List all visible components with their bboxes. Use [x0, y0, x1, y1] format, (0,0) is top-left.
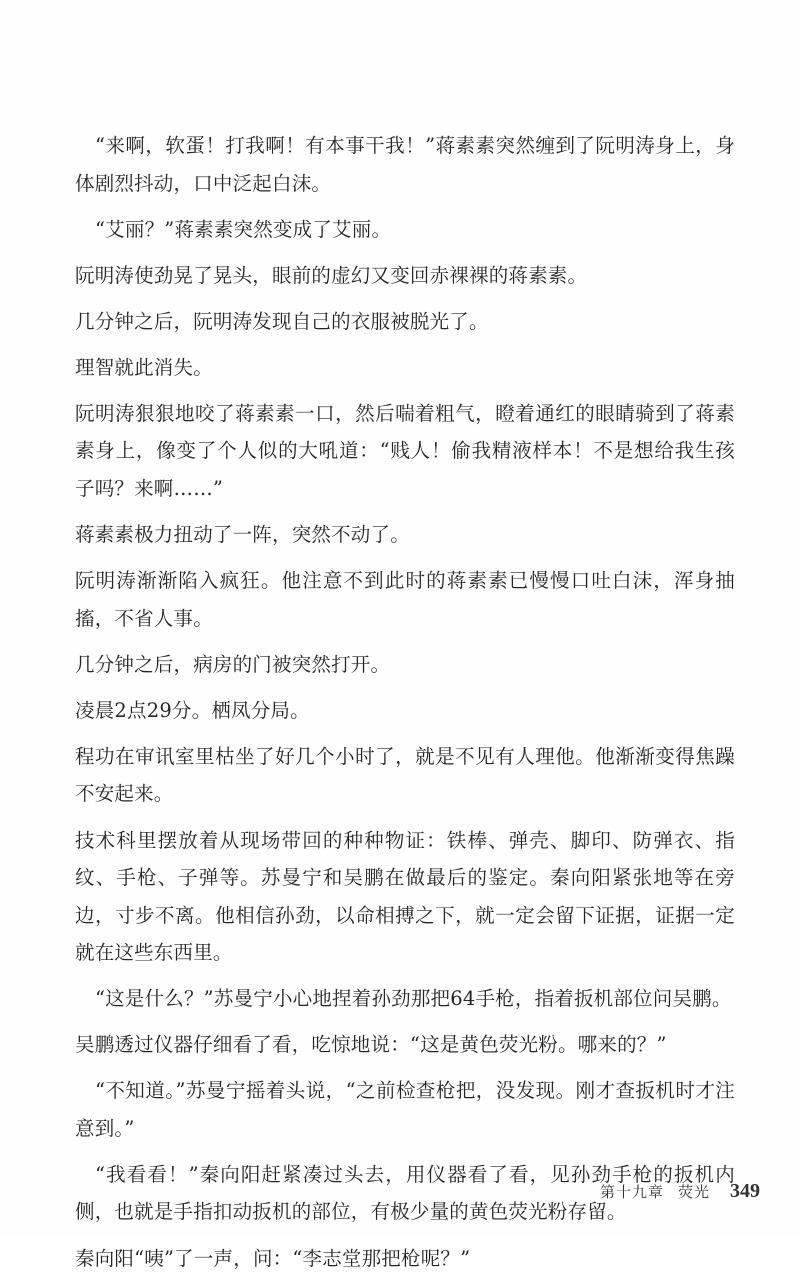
paragraph-6: 阮明涛狠狠地咬了蒋素素一口，然后喘着粗气，瞪着通红的眼睛骑到了蒋素素身上，像变了个人似的大吼道：“贱人！偷我精液样本！不是想给我生孩子吗？来啊……”	[75, 401, 735, 500]
paragraph-9: 几分钟之后，病房的门被突然打开。	[75, 652, 391, 676]
paragraph-7: 蒋素素极力扭动了一阵，突然不动了。	[75, 523, 410, 547]
paragraph-15: “不知道。”苏曼宁摇着头说，“之前检查枪把，没发现。刚才查扳机时才注意到。”	[75, 1079, 735, 1140]
paragraph-10: 凌晨2点29分。栖凤分局。	[75, 698, 310, 722]
paragraph-14: 吴鹏透过仪器仔细看了看，吃惊地说：“这是黄色荧光粉。哪来的？”	[75, 1033, 667, 1057]
paragraph-11: 程功在审讯室里枯坐了好几个小时了，就是不见有人理他。他渐渐变得焦躁不安起来。	[75, 744, 735, 806]
paragraph-16: “我看看！”秦向阳赶紧凑过头去，用仪器看了看，见孙劲手枪的扳机内侧，也就是手指扣动扳机的部位，有极少量的黄色荧光粉存留。	[75, 1162, 735, 1224]
paragraph-13: “这是什么？”苏曼宁小心地捏着孙劲那把64手枪，指着扳机部位问吴鹏。	[95, 987, 732, 1011]
paragraph-4: 几分钟之后，阮明涛发现自己的衣服被脱光了。	[75, 309, 489, 333]
paragraph-5: 理智就此消失。	[75, 355, 213, 379]
chapter-title: 荧光	[677, 1183, 710, 1201]
paragraph-12: 技术科里摆放着从现场带回的种种物证：铁棒、弹壳、脚印、防弹衣、指纹、手枪、子弹等。苏曼宁和吴鹏在做最后的鉴定。秦向阳紧张地等在旁边，寸步不离。他相信孙劲，以命相搏之下，就一定会留下证据，证据一定就在这些东西里。	[75, 828, 735, 965]
paragraph-1: “来啊，软蛋！打我啊！有本事干我！”蒋素素突然缠到了阮明涛身上，身体剧烈抖动，口中泛起白沫。	[75, 134, 735, 195]
page-footer	[600, 1180, 760, 1210]
paragraph-8: 阮明涛渐渐陷入疯狂。他注意不到此时的蒋素素已慢慢口吐白沫，浑身抽搐，不省人事。	[75, 569, 735, 630]
chapter-label: 第十九章	[599, 1183, 664, 1201]
paragraph-3: 阮明涛使劲晃了晃头，眼前的虚幻又变回赤裸裸的蒋素素。	[75, 263, 588, 287]
paragraph-17: 秦向阳“咦”了一声，问：“李志堂那把枪呢？”	[75, 1246, 471, 1270]
page-number: 349	[730, 1180, 760, 1202]
paragraph-2: “艾丽？”蒋素素突然变成了艾丽。	[95, 217, 392, 241]
body-text	[75, 127, 735, 1286]
